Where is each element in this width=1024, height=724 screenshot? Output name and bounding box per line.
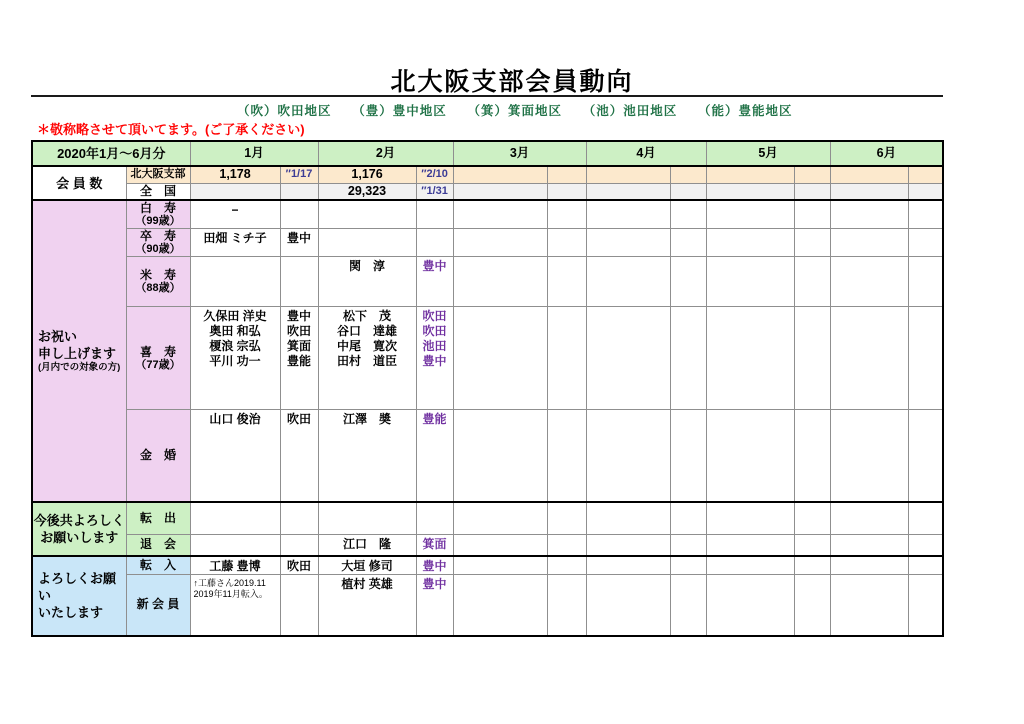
shinkaiin-jan-note: ↑工藤さん2019.11 2019年11月転入。	[190, 575, 280, 636]
national-feb-date: ″1/31	[416, 183, 453, 200]
tennyu-label: 転 入	[126, 556, 190, 575]
celebration-section-label: お祝い 申し上げます (月内での対象の方)	[32, 200, 126, 502]
header-row	[32, 141, 943, 166]
kinkon-label: 金 婚	[126, 410, 190, 502]
branch-jan-value: 1,178	[190, 166, 280, 183]
kiju-label: 喜 寿 （77歳）	[126, 307, 190, 410]
taikai-feb-district: 箕面	[416, 535, 453, 556]
beiju-feb-district: 豊中	[416, 257, 453, 307]
tennyu-row	[32, 556, 943, 575]
member-trend-table	[31, 140, 944, 637]
taikai-label: 退 会	[126, 535, 190, 556]
tenshutsu-row	[32, 502, 943, 535]
sotsuju-jan-district: 豊中	[280, 229, 318, 257]
taikai-row	[32, 535, 943, 556]
kinkon-feb-name: 江澤 奬	[318, 410, 416, 502]
kiju-jan-names: 久保田 洋史 奥田 和弘 榎浪 宗弘 平川 功一	[190, 307, 280, 410]
month-header-may: 5月	[706, 141, 830, 166]
district-legend: （吹）吹田地区 （豊）豊中地区 （箕）箕面地区 （池）池田地区 （能）豊能地区	[237, 104, 793, 118]
month-header-mar: 3月	[453, 141, 586, 166]
branch-label: 北大阪支部	[126, 166, 190, 183]
farewell-section-label: 今後共よろしく お願いします	[32, 502, 126, 556]
month-header-apr: 4月	[586, 141, 706, 166]
shinkaiin-feb-name: 植村 英雄	[318, 575, 416, 636]
tenshutsu-label: 転 出	[126, 502, 190, 535]
sotsuju-row	[32, 229, 943, 257]
kinkon-feb-district: 豊能	[416, 410, 453, 502]
kiju-feb-districts: 吹田 吹田 池田 豊中	[416, 307, 453, 410]
taikai-feb-name: 江口 隆	[318, 535, 416, 556]
kiju-row	[32, 307, 943, 410]
branch-feb-date: ″2/10	[416, 166, 453, 183]
sotsuju-jan-name: 田畑 ミチ子	[190, 229, 280, 257]
national-feb-value: 29,323	[318, 183, 416, 200]
shinkaiin-label: 新 会 員	[126, 575, 190, 636]
tennyu-feb-name: 大垣 修司	[318, 556, 416, 575]
members-count-label: 会 員 数	[32, 166, 126, 200]
shinkaiin-row	[32, 575, 943, 636]
page-title: 北大阪支部会員動向	[390, 68, 634, 96]
kinkon-jan-name: 山口 俊治	[190, 410, 280, 502]
branch-feb-value: 1,176	[318, 166, 416, 183]
month-header-jun: 6月	[830, 141, 943, 166]
beiju-label: 米 寿 （88歳）	[126, 257, 190, 307]
honorifics-note: ＊敬称略させて頂いてます。(ご了承ください)	[37, 122, 305, 137]
month-header-feb: 2月	[318, 141, 453, 166]
sotsuju-label: 卒 寿 （90歳）	[126, 229, 190, 257]
hakuju-row	[32, 200, 943, 229]
beiju-feb-name: 関 淳	[318, 257, 416, 307]
kiju-feb-names: 松下 茂 谷口 達雄 中尾 寛次 田村 道臣	[318, 307, 416, 410]
beiju-row	[32, 257, 943, 307]
branch-jan-date: ″1/17	[280, 166, 318, 183]
shinkaiin-feb-district: 豊中	[416, 575, 453, 636]
national-label: 全 国	[126, 183, 190, 200]
month-header-jan: 1月	[190, 141, 318, 166]
kinkon-row	[32, 410, 943, 502]
tennyu-feb-district: 豊中	[416, 556, 453, 575]
branch-members-row	[32, 166, 943, 183]
hakuju-label: 白 寿 （99歳）	[126, 200, 190, 229]
national-members-row	[32, 183, 943, 200]
kiju-jan-districts: 豊中 吹田 箕面 豊能	[280, 307, 318, 410]
title-underline	[31, 95, 943, 97]
kinkon-jan-district: 吹田	[280, 410, 318, 502]
welcome-section-label: よろしくお願い いたします	[32, 556, 126, 636]
period-header: 2020年1月～6月分	[32, 141, 190, 166]
hakuju-jan-cell: −	[190, 200, 280, 229]
tennyu-jan-name: 工藤 豊博	[190, 556, 280, 575]
tennyu-jan-district: 吹田	[280, 556, 318, 575]
